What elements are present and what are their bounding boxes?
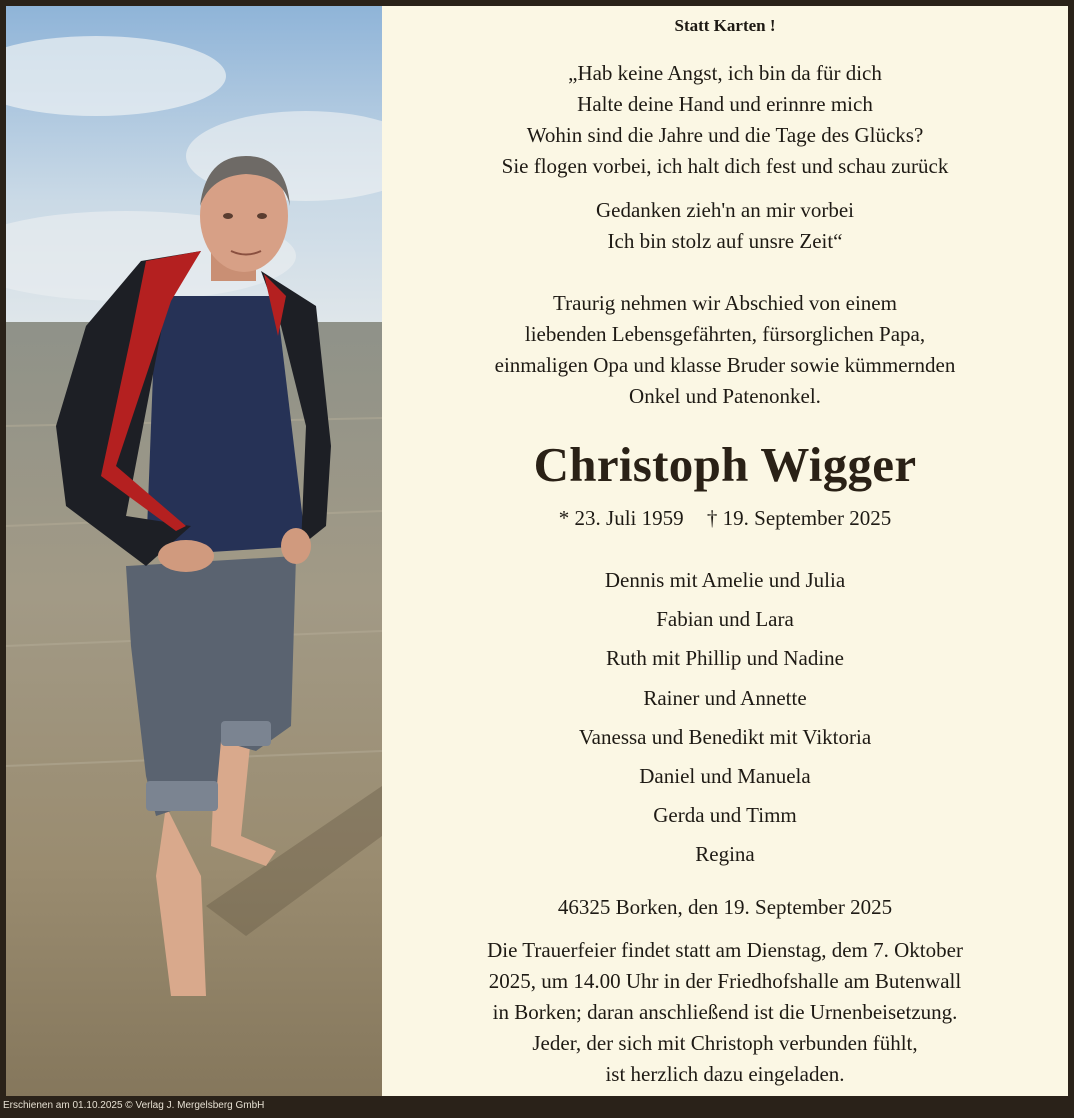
header-note: Statt Karten ! (674, 16, 776, 35)
farewell-line: einmaligen Opa und klasse Bruder sowie kümmernden (494, 353, 956, 377)
obituary-text (382, 6, 1068, 1096)
family-member: Gerda und Timm (653, 803, 797, 828)
farewell-text (382, 288, 1068, 412)
family-member: Vanessa und Benedikt mit Viktoria (578, 724, 872, 749)
portrait-photo (6, 6, 382, 1096)
poem-line: Gedanken zieh'n an mir vorbei (595, 198, 855, 222)
deceased-name: Christoph Wigger (533, 437, 917, 492)
family-member: Regina (695, 842, 755, 867)
poem-line: Halte deine Hand und erinnre mich (577, 92, 873, 116)
place-date: 46325 Borken, den 19. September 2025 (557, 895, 893, 919)
birth-date: * 23. Juli 1959 (558, 506, 684, 530)
poem-line: Wohin sind die Jahre und die Tage des Glücks? (526, 123, 924, 147)
life-dates (382, 506, 1068, 531)
poem-line: „Hab keine Angst, ich bin da für dich (568, 61, 882, 85)
family-member: Dennis mit Amelie und Julia (604, 568, 846, 592)
service-line: Jeder, der sich mit Christoph verbunden fühlt, (532, 1031, 918, 1055)
service-line: 2025, um 14.00 Uhr in der Friedhofshalle am Butenwall (488, 969, 962, 993)
poem-line: Ich bin stolz auf unsre Zeit“ (607, 229, 843, 253)
publication-footer: Erschienen am 01.10.2025 © Verlag J. Mergelsberg GmbH (3, 1100, 265, 1111)
family-member: Ruth mit Phillip und Nadine (605, 646, 844, 671)
farewell-line: liebenden Lebensgefährten, fürsorglichen Papa, (524, 322, 926, 346)
family-member: Rainer und Annette (643, 685, 807, 710)
service-line: in Borken; daran anschließend ist die Urnenbeisetzung. (492, 1000, 958, 1024)
death-date: † 19. September 2025 (706, 506, 892, 530)
service-line: ist herzlich dazu eingeladen. (605, 1062, 845, 1086)
family-member: Daniel und Manuela (639, 763, 811, 788)
service-info (382, 935, 1068, 1090)
poem-stanza-1 (382, 58, 1068, 182)
farewell-line: Onkel und Patenonkel. (629, 384, 821, 408)
family-list (382, 565, 1068, 879)
farewell-line: Traurig nehmen wir Abschied von einem (553, 291, 897, 315)
poem-line: Sie flogen vorbei, ich halt dich fest und schau zurück (501, 154, 949, 178)
service-line: Die Trauerfeier findet statt am Dienstag, dem 7. Oktober (487, 938, 963, 962)
beach-photo-icon (6, 6, 382, 1096)
poem-stanza-2 (382, 195, 1068, 257)
obituary-card (6, 6, 1068, 1096)
family-member: Fabian und Lara (656, 607, 794, 632)
